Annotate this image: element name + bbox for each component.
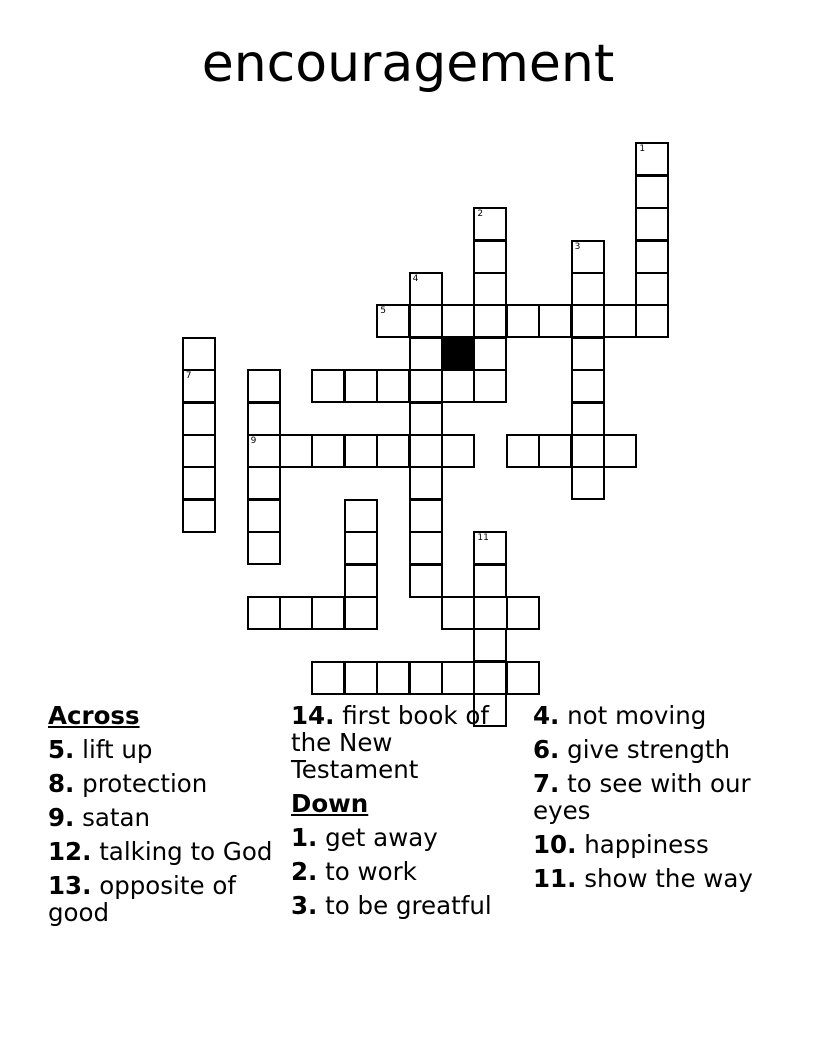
clue-number-label: 1 [639,144,646,155]
clue-down-11 [533,865,769,892]
grid-cell[interactable] [376,369,410,403]
grid-cell[interactable] [409,434,443,468]
grid-cell[interactable] [635,304,669,338]
grid-cell[interactable] [279,434,313,468]
clue-across-12 [48,838,284,865]
grid-cell[interactable] [409,402,443,436]
clue-text: not moving [567,701,707,730]
grid-cell[interactable] [409,369,443,403]
grid-cell[interactable] [409,272,443,306]
grid-cell[interactable] [506,596,540,630]
clue-number: 4. [533,701,560,730]
grid-cell[interactable] [409,499,443,533]
grid-cell[interactable] [182,499,216,533]
grid-cell[interactable] [311,596,345,630]
grid-cell[interactable] [409,661,443,695]
clue-text: talking to God [99,837,273,866]
grid-cell[interactable] [247,369,281,403]
grid-cell[interactable] [311,369,345,403]
grid-cell[interactable] [247,596,281,630]
grid-cell[interactable] [247,402,281,436]
grid-cell[interactable] [247,434,281,468]
clue-number: 6. [533,735,560,764]
clue-number: 13. [48,871,92,900]
clue-number: 10. [533,830,577,859]
grid-cell[interactable] [441,434,475,468]
grid-cell[interactable] [376,661,410,695]
clue-number-label: 2 [477,209,484,220]
grid-cell[interactable] [279,596,313,630]
grid-cell[interactable] [473,661,507,695]
grid-cell[interactable] [376,304,410,338]
grid-cell[interactable] [441,369,475,403]
clue-text: happiness [584,830,709,859]
page-title: encouragement [201,34,615,94]
clue-number: 11. [533,864,577,893]
clue-number-label: 4 [412,274,419,284]
grid-cell[interactable] [473,207,507,241]
grid-cell[interactable] [182,337,216,371]
clue-number: 2. [291,857,318,886]
grid-cell[interactable] [247,466,281,500]
grid-cell[interactable] [635,240,669,274]
clue-down-3 [291,892,527,919]
grid-cell[interactable] [182,402,216,436]
clue-text: first book of the New Testament [291,701,489,784]
clue-number-label: 9 [250,436,257,446]
clue-number: 3. [291,891,318,920]
grid-cell[interactable] [473,628,507,662]
clue-text: to work [325,857,417,886]
clue-across-8 [48,770,284,797]
grid-cell[interactable] [571,240,605,274]
grid-cell[interactable] [247,531,281,565]
grid-cell[interactable] [409,466,443,500]
clue-across-9 [48,804,284,831]
clue-across-13 [48,872,284,926]
grid-cell[interactable] [506,434,540,468]
grid-cell[interactable] [344,499,378,533]
grid-cell[interactable] [409,531,443,565]
grid-cell[interactable] [603,434,637,468]
clue-across-14 [291,702,527,783]
grid-cell[interactable] [571,402,605,436]
clue-text: opposite of good [48,871,236,927]
clue-number: 14. [291,701,335,730]
clue-number-label: 7 [185,371,192,382]
grid-cell[interactable] [635,175,669,209]
grid-cell[interactable] [473,337,507,371]
grid-cell[interactable] [635,142,669,176]
clue-text: to be greatful [325,891,492,920]
grid-cell[interactable] [344,596,378,630]
grid-cell[interactable] [473,564,507,598]
grid-cell[interactable] [538,434,572,468]
grid-cell[interactable] [409,304,443,338]
clue-text: give strength [567,735,731,764]
clue-column-3 [533,702,769,899]
grid-cell[interactable] [441,661,475,695]
grid-cell[interactable] [473,369,507,403]
grid-cell[interactable] [603,304,637,338]
grid-cell[interactable] [344,531,378,565]
grid-cell[interactable] [635,207,669,241]
clue-text: protection [82,769,208,798]
grid-cell[interactable] [571,304,605,338]
grid-cell[interactable] [473,531,507,565]
grid-cell[interactable] [311,661,345,695]
grid-cell[interactable] [182,466,216,500]
grid-cell[interactable] [409,564,443,598]
clue-number-label: 5 [380,306,386,317]
clue-text: to see with our eyes [533,769,751,825]
grid-cell[interactable] [409,337,443,371]
grid-cell[interactable] [571,466,605,500]
clue-text: lift up [82,735,153,764]
clue-down-2 [291,858,527,885]
clue-down-1 [291,824,527,851]
grid-cell[interactable] [182,434,216,468]
clue-down-7 [533,770,769,824]
clue-number: 1. [291,823,318,852]
clue-column-1 [48,702,284,933]
grid-cell[interactable] [441,596,475,630]
clue-text: get away [325,823,438,852]
grid-cell[interactable] [538,304,572,338]
clue-text: satan [82,803,151,832]
clue-column-2 [291,702,527,926]
grid-cell[interactable] [571,369,605,403]
clue-down-6 [533,736,769,763]
grid-cell[interactable] [571,337,605,371]
grid-cell[interactable] [344,661,378,695]
grid-cell[interactable] [344,564,378,598]
clue-number-label: 11 [477,533,489,544]
grid-cell[interactable] [635,272,669,306]
grid-cell[interactable] [571,434,605,468]
grid-cell[interactable] [473,304,507,338]
clue-number: 8. [48,769,75,798]
clue-text: show the way [584,864,753,893]
clue-down-4 [533,702,769,729]
clue-number: 7. [533,769,560,798]
down-heading: Down [291,789,369,818]
clue-number: 9. [48,803,75,832]
grid-cell[interactable] [506,661,540,695]
grid-cell[interactable] [344,434,378,468]
clue-number-label: 3 [574,241,581,252]
clue-number: 5. [48,735,75,764]
grid-cell[interactable] [506,304,540,338]
across-heading: Across [48,701,140,730]
grid-cell[interactable] [571,272,605,306]
grid-cell-black [441,337,475,371]
grid-cell[interactable] [247,499,281,533]
grid-cell[interactable] [473,272,507,306]
clue-across-5 [48,736,284,763]
grid-cell[interactable] [441,304,475,338]
clue-number: 12. [48,837,92,866]
grid-cell[interactable] [311,434,345,468]
grid-cell[interactable] [376,434,410,468]
grid-cell[interactable] [182,369,216,403]
clue-down-10 [533,831,769,858]
grid-cell[interactable] [473,240,507,274]
grid-cell[interactable] [344,369,378,403]
